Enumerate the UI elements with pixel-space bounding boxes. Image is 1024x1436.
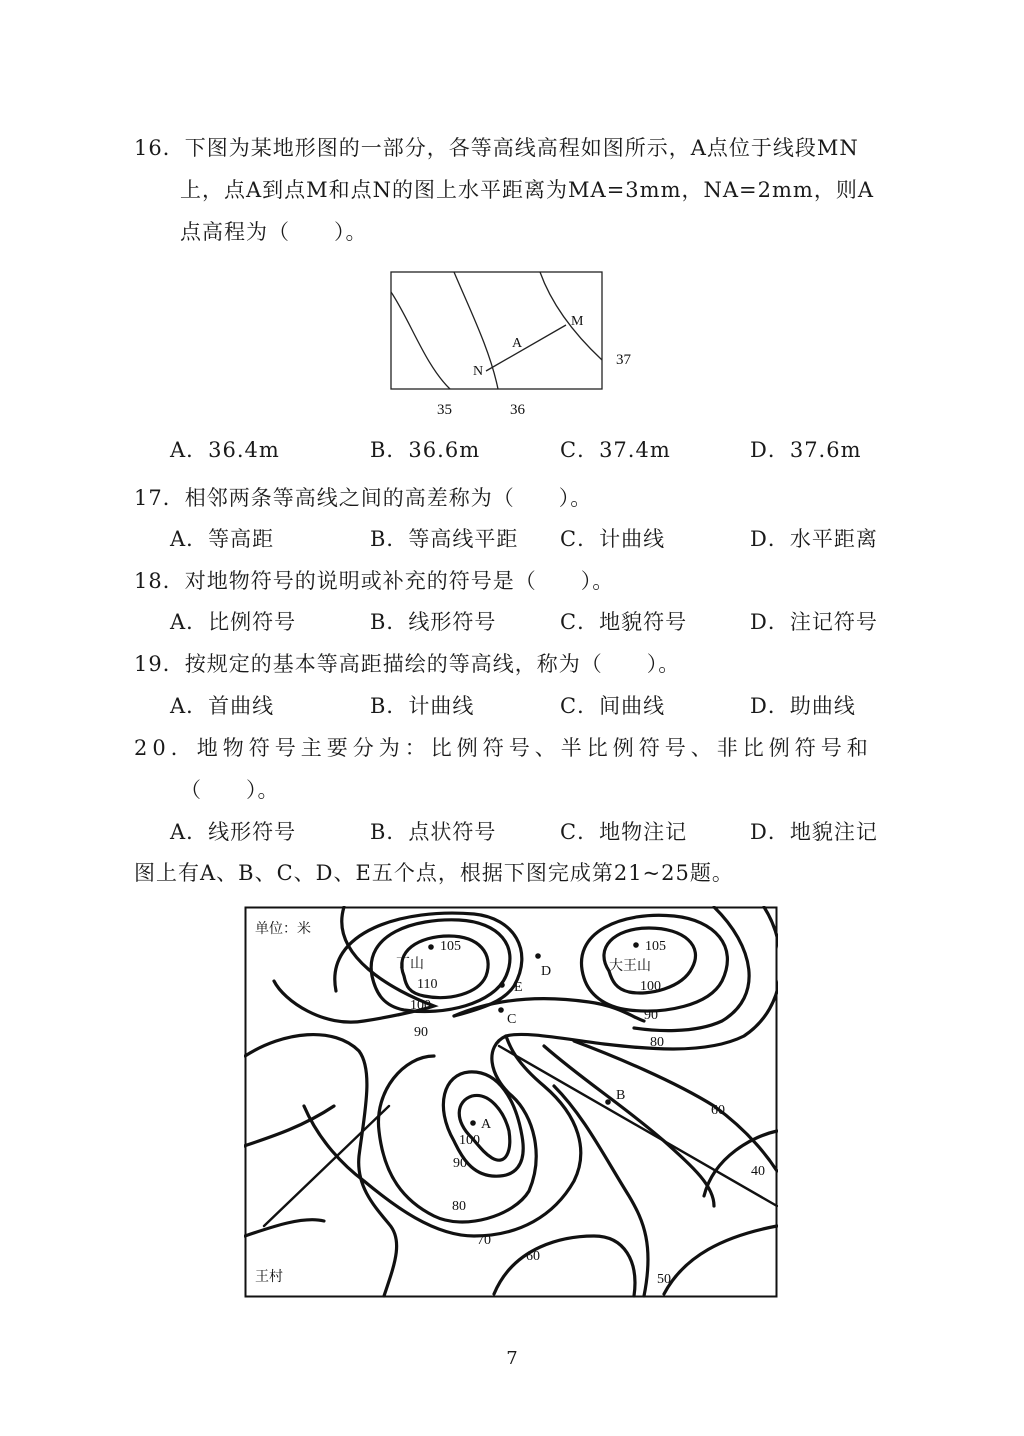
q16-point-N: N	[473, 364, 484, 379]
topographic-map	[244, 906, 778, 1298]
q19-option-d: D．助曲线	[750, 694, 856, 718]
q18-option-a: A．比例符号	[170, 610, 297, 634]
contour-label-ding-110: 110	[417, 977, 438, 992]
q16-line-1: 16．下图为某地形图的一部分，各等高线高程如图所示，A点位于线段MN	[134, 136, 859, 160]
q19-option-b: B．计曲线	[370, 694, 475, 718]
contour-label-ding-90: 90	[414, 1025, 428, 1040]
contour-label-right-40: 40	[751, 1164, 765, 1179]
q18-stem: 18．对地物符号的说明或补充的符号是（ ）。	[134, 569, 615, 593]
q20-option-a: A．线形符号	[170, 820, 297, 844]
q16-point-A: A	[512, 336, 523, 351]
contour-label-dawang-80: 80	[650, 1035, 664, 1050]
q16-option-c: C．37.4m	[560, 438, 671, 462]
q18-option-c: C．地貌符号	[560, 610, 688, 634]
contour-label-dawang-105: 105	[645, 939, 666, 954]
contour-label-right-60: 60	[711, 1103, 725, 1118]
map-peak-ding: 丁山	[396, 957, 424, 972]
page-number: 7	[506, 1348, 518, 1369]
q20-line-1: 20．地物符号主要分为：比例符号、半比例符号、非比例符号和	[134, 736, 873, 760]
q19-option-c: C．间曲线	[560, 694, 666, 718]
q20-line-2: （ ）。	[180, 778, 280, 802]
q16-option-b: B．36.6m	[370, 438, 481, 462]
q16-contour-35: 35	[437, 402, 452, 418]
q18-option-d: D．注记符号	[750, 610, 878, 634]
map-village-label: 王村	[255, 1270, 283, 1285]
map-point-A: A	[481, 1117, 492, 1132]
q18-option-b: B．线形符号	[370, 610, 497, 634]
q17-stem: 17．相邻两条等高线之间的高差称为（ ）。	[134, 486, 593, 510]
contour-label-ding-100: 100	[410, 998, 431, 1013]
q16-contour-37: 37	[616, 352, 631, 368]
q20-option-b: B．点状符号	[370, 820, 497, 844]
q20-option-d: D．地貌注记	[750, 820, 878, 844]
q19-option-a: A．首曲线	[170, 694, 275, 718]
q16-option-d: D．37.6m	[750, 438, 862, 462]
map-point-B: B	[616, 1088, 626, 1103]
q16-line-3: 点高程为（ ）。	[180, 220, 368, 244]
q17-option-c: C．计曲线	[560, 527, 666, 551]
contour-label-dawang-90: 90	[644, 1008, 658, 1023]
q17-option-d: D．水平距离	[750, 527, 878, 551]
contour-label-a-80: 80	[452, 1199, 466, 1214]
map-point-C: C	[507, 1012, 517, 1027]
map-unit-label: 单位：米	[255, 922, 311, 937]
q17-option-b: B．等高线平距	[370, 527, 519, 551]
q19-stem: 19．按规定的基本等高距描绘的等高线，称为（ ）。	[134, 652, 681, 676]
q17-option-a: A．等高距	[170, 527, 275, 551]
map-point-E: E	[514, 980, 523, 995]
q20-option-c: C．地物注记	[560, 820, 688, 844]
q16-line-2: 上，点A到点M和点N的图上水平距离为MA=3mm，NA=2mm，则A	[180, 178, 874, 202]
contour-label-a-70: 70	[477, 1233, 491, 1248]
contour-label-dawang-100: 100	[640, 979, 661, 994]
q16-contour-36: 36	[510, 402, 525, 418]
contour-label-a-90: 90	[453, 1156, 467, 1171]
q16-point-M: M	[571, 314, 584, 329]
map-point-D: D	[541, 964, 552, 979]
q16-contour-figure	[380, 265, 660, 425]
map-peak-dawang: 大王山	[609, 959, 651, 974]
q21-25-intro: 图上有A、B、C、D、E五个点，根据下图完成第21~25题。	[134, 861, 734, 885]
contour-label-a-60: 60	[526, 1249, 540, 1264]
contour-label-a-100: 100	[459, 1133, 480, 1148]
contour-label-ding-105: 105	[440, 939, 461, 954]
q16-option-a: A．36.4m	[170, 438, 280, 462]
contour-label-right-50: 50	[657, 1272, 671, 1287]
